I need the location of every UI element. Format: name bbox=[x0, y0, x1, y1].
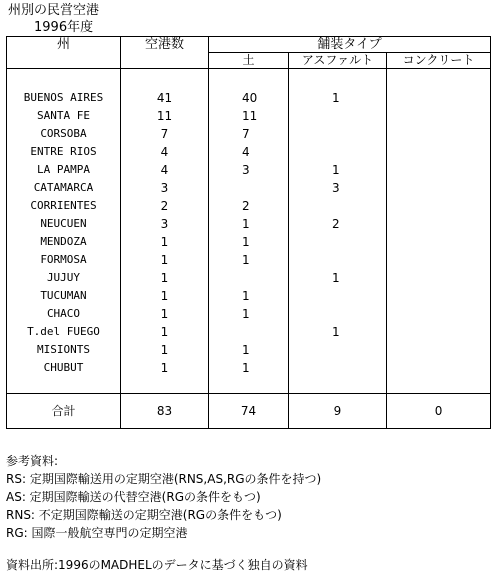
asphalt-cell bbox=[289, 197, 386, 215]
dirt-cell bbox=[209, 323, 288, 341]
concrete-cell bbox=[387, 305, 490, 323]
asphalt-cell bbox=[289, 143, 386, 161]
airports-cell: 1 bbox=[160, 343, 169, 357]
concrete-cell bbox=[387, 107, 490, 125]
asphalt-cell bbox=[289, 251, 386, 269]
province-cell: ENTRE RIOS bbox=[30, 145, 97, 158]
asphalt-cell bbox=[289, 287, 386, 305]
dirt-cell: 1 bbox=[242, 235, 250, 249]
province-cell: MISIONTS bbox=[37, 343, 90, 356]
dirt-cell: 1 bbox=[242, 289, 250, 303]
airports-cell: 41 bbox=[156, 91, 173, 105]
header-asphalt: アスファルト bbox=[289, 53, 387, 69]
concrete-cell bbox=[387, 287, 490, 305]
asphalt-cell bbox=[289, 305, 386, 323]
province-cell: BUENOS AIRES bbox=[23, 91, 104, 104]
header-pavement-type: 舗装タイプ bbox=[209, 37, 491, 53]
airports-cell: 1 bbox=[160, 289, 169, 303]
asphalt-column bbox=[289, 69, 387, 394]
note-rns: RNS: 不定期国際輸送の定期空港(RGの条件をもつ) bbox=[6, 508, 282, 522]
province-cell: LA PAMPA bbox=[37, 163, 90, 176]
total-asphalt: 9 bbox=[289, 394, 387, 429]
concrete-cell bbox=[387, 179, 490, 197]
asphalt-cell bbox=[289, 125, 386, 143]
province-cell: MENDOZA bbox=[40, 235, 87, 248]
dirt-cell: 1 bbox=[242, 217, 250, 231]
note-as: AS: 定期国際輸送の代替空港(RGの条件をもつ) bbox=[6, 490, 261, 504]
dirt-cell bbox=[209, 179, 288, 197]
concrete-cell bbox=[387, 269, 490, 287]
airports-cell: 7 bbox=[160, 127, 169, 141]
concrete-cell bbox=[387, 323, 490, 341]
total-label: 合計 bbox=[7, 394, 121, 429]
airports-cell: 1 bbox=[160, 235, 169, 249]
dirt-cell: 11 bbox=[242, 109, 258, 123]
header-province: 州 bbox=[7, 37, 121, 69]
asphalt-cell: 3 bbox=[332, 181, 340, 195]
note-rg: RG: 国際一般航空専門の定期空港 bbox=[6, 526, 188, 540]
airports-table bbox=[6, 36, 491, 429]
concrete-cell bbox=[387, 233, 490, 251]
note-rs: RS: 定期国際輸送用の定期空港(RNS,AS,RGの条件を持つ) bbox=[6, 472, 322, 486]
concrete-cell bbox=[387, 161, 490, 179]
province-column bbox=[7, 69, 121, 394]
airports-cell: 3 bbox=[160, 217, 169, 231]
asphalt-cell: 1 bbox=[332, 325, 340, 339]
header-concrete: コンクリート bbox=[387, 53, 491, 69]
airports-cell: 1 bbox=[160, 361, 169, 375]
dirt-cell: 1 bbox=[242, 307, 250, 321]
airports-cell: 1 bbox=[160, 271, 169, 285]
province-cell: T.del FUEGO bbox=[27, 325, 100, 338]
dirt-cell: 1 bbox=[242, 361, 250, 375]
province-cell: CORRIENTES bbox=[30, 199, 97, 212]
asphalt-cell: 1 bbox=[332, 91, 340, 105]
province-cell: NEUCUEN bbox=[40, 217, 87, 230]
airports-cell: 3 bbox=[160, 181, 169, 195]
concrete-cell bbox=[387, 359, 490, 377]
dirt-cell: 40 bbox=[242, 91, 258, 105]
concrete-cell bbox=[387, 341, 490, 359]
fiscal-year: 1996年度 bbox=[34, 20, 94, 35]
province-cell: TUCUMAN bbox=[40, 289, 87, 302]
concrete-cell bbox=[387, 143, 490, 161]
province-cell: CATAMARCA bbox=[33, 181, 94, 194]
asphalt-cell bbox=[289, 341, 386, 359]
concrete-cell bbox=[387, 251, 490, 269]
airports-cell: 4 bbox=[160, 163, 169, 177]
asphalt-cell: 2 bbox=[332, 217, 340, 231]
province-cell: CHACO bbox=[46, 307, 81, 320]
header-row bbox=[7, 37, 491, 53]
airports-cell: 1 bbox=[160, 307, 169, 321]
notes-heading: 参考資料: bbox=[6, 454, 59, 468]
reference-notes bbox=[6, 452, 321, 542]
asphalt-cell: 1 bbox=[332, 271, 340, 285]
airports-cell: 1 bbox=[160, 325, 169, 339]
concrete-cell bbox=[387, 89, 490, 107]
airports-cell: 1 bbox=[160, 253, 169, 267]
body-row bbox=[7, 69, 491, 394]
dirt-cell: 7 bbox=[242, 127, 250, 141]
page-title: 州別の民営空港 bbox=[8, 3, 100, 18]
total-airports: 83 bbox=[121, 394, 209, 429]
total-concrete: 0 bbox=[387, 394, 491, 429]
dirt-cell: 4 bbox=[242, 145, 250, 159]
asphalt-cell bbox=[289, 233, 386, 251]
total-row bbox=[7, 394, 491, 429]
airports-cell: 2 bbox=[160, 199, 169, 213]
dirt-column bbox=[209, 69, 289, 394]
dirt-cell bbox=[209, 269, 288, 287]
header-airports: 空港数 bbox=[121, 37, 209, 69]
province-cell: CHUBUT bbox=[43, 361, 84, 374]
concrete-cell bbox=[387, 197, 490, 215]
asphalt-cell bbox=[289, 359, 386, 377]
dirt-cell: 1 bbox=[242, 343, 250, 357]
concrete-cell bbox=[387, 215, 490, 233]
asphalt-cell: 1 bbox=[332, 163, 340, 177]
concrete-cell bbox=[387, 125, 490, 143]
header-dirt: 土 bbox=[209, 53, 289, 69]
province-cell: FORMOSA bbox=[40, 253, 87, 266]
total-dirt: 74 bbox=[209, 394, 289, 429]
airports-column bbox=[121, 69, 209, 394]
airports-cell: 11 bbox=[156, 109, 173, 123]
dirt-cell: 2 bbox=[242, 199, 250, 213]
province-cell: SANTA FE bbox=[37, 109, 90, 122]
asphalt-cell bbox=[289, 107, 386, 125]
concrete-column bbox=[387, 69, 491, 394]
province-cell: JUJUY bbox=[46, 271, 81, 284]
airports-cell: 4 bbox=[160, 145, 169, 159]
province-cell: CORSOBA bbox=[40, 127, 87, 140]
dirt-cell: 3 bbox=[242, 163, 250, 177]
data-source: 資料出所:1996のMADHELのデータに基づく独自の資料 bbox=[6, 558, 308, 572]
dirt-cell: 1 bbox=[242, 253, 250, 267]
